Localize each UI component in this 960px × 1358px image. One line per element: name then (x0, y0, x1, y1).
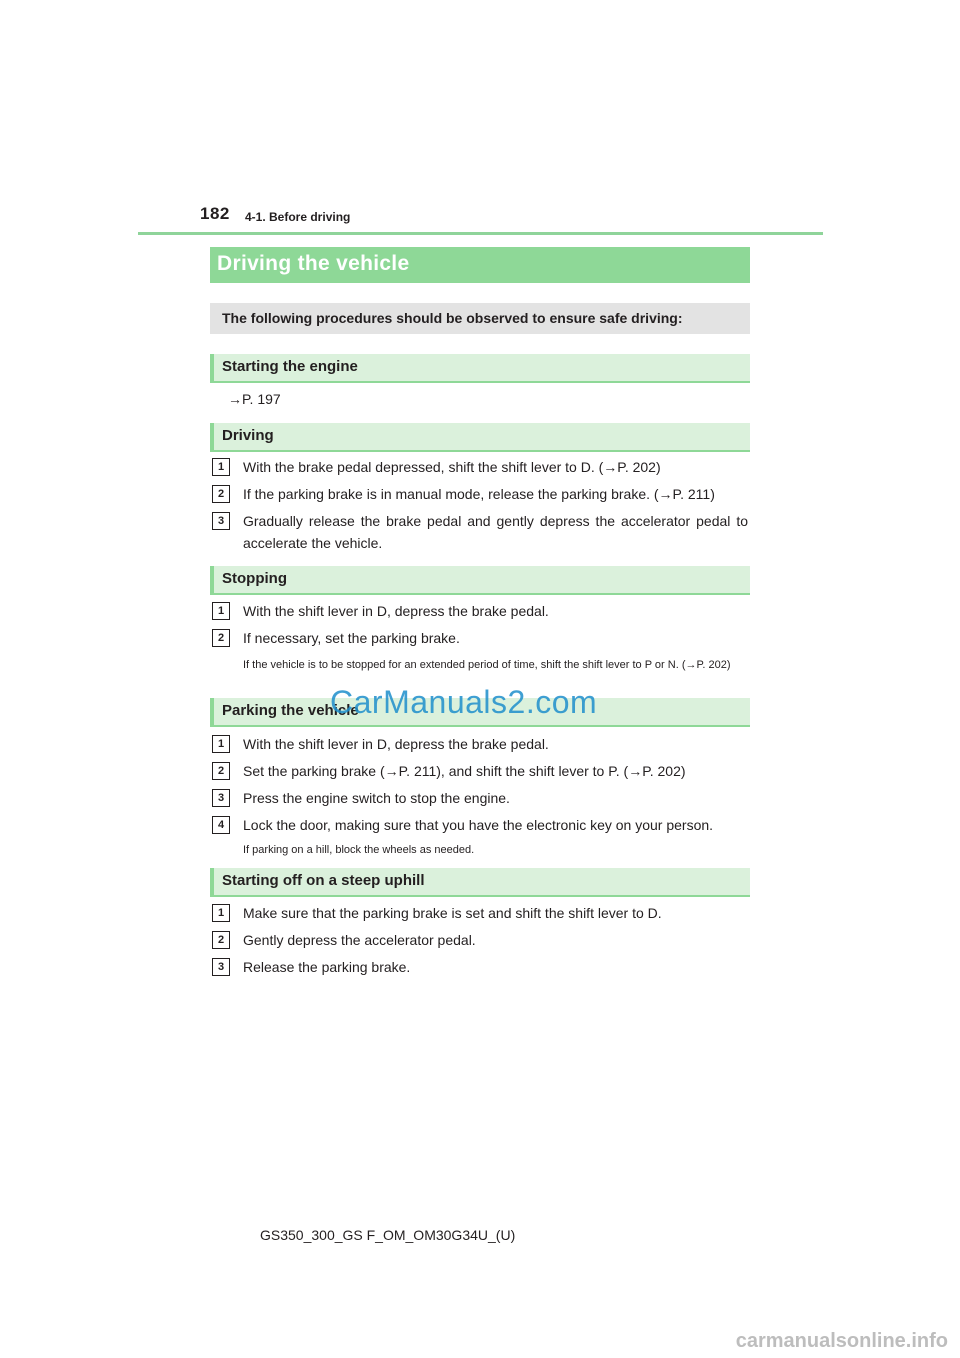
step-number-badge: 1 (212, 458, 230, 476)
page-reference-link[interactable]: →P. 197 (228, 391, 281, 407)
section-heading-stopping (210, 566, 750, 595)
intro-bar (210, 303, 750, 334)
section-heading-label: Parking the vehicle (222, 702, 359, 719)
note-text: If the vehicle is to be stopped for an extended period of time, shift the shift lever to P or N. (→P. 202) (243, 659, 731, 671)
header-rule (138, 232, 823, 235)
step-number-badge: 3 (212, 512, 230, 530)
step-text: Lock the door, making sure that you have the electronic key on your person. (243, 817, 714, 833)
document-code: GS350_300_GS F_OM_OM30G34U_(U) (260, 1227, 516, 1243)
site-watermark: carmanualsonline.info (735, 1330, 948, 1352)
page-title: Driving the vehicle (217, 252, 410, 275)
section-heading-starting-engine (210, 354, 750, 383)
watermark-text: CarManuals2.com (330, 684, 598, 720)
step-number-badge: 2 (212, 931, 230, 949)
step-text: Release the parking brake. (243, 959, 411, 975)
step-number-badge: 2 (212, 629, 230, 647)
step-text: Set the parking brake (→P. 211), and shift the shift lever to P. (→P. 202) (243, 763, 686, 779)
page-title-bar (210, 247, 750, 283)
section-heading-label: Starting the engine (222, 358, 358, 375)
step-number-badge: 2 (212, 485, 230, 503)
step-text: If necessary, set the parking brake. (243, 630, 460, 646)
step-text: Gradually release the brake pedal and gently depress the accelerator pedal to accelerate the vehicle. (243, 513, 748, 551)
step-text: If the parking brake is in manual mode, release the parking brake. (→P. 211) (243, 486, 715, 502)
step-text: Gently depress the accelerator pedal. (243, 932, 476, 948)
step-text: Make sure that the parking brake is set and shift the shift lever to D. (243, 905, 662, 921)
step-text: Press the engine switch to stop the engine. (243, 790, 510, 806)
step-number-badge: 1 (212, 904, 230, 922)
step-number-badge: 3 (212, 789, 230, 807)
step-text: With the shift lever in D, depress the brake pedal. (243, 736, 549, 752)
step-number-badge: 3 (212, 958, 230, 976)
step-number-badge: 2 (212, 762, 230, 780)
page-number: 182 (200, 204, 230, 223)
step-number-badge: 4 (212, 816, 230, 834)
step-text: With the shift lever in D, depress the brake pedal. (243, 603, 549, 619)
section-heading-label: Stopping (222, 570, 287, 587)
section-heading-label: Driving (222, 427, 274, 444)
step-number-badge: 1 (212, 735, 230, 753)
note-text: If parking on a hill, block the wheels as needed. (243, 844, 475, 856)
section-heading-uphill-start (210, 868, 750, 897)
section-heading-driving (210, 423, 750, 452)
step-number-badge: 1 (212, 602, 230, 620)
section-heading-label: Starting off on a steep uphill (222, 872, 425, 889)
step-text: With the brake pedal depressed, shift the shift lever to D. (→P. 202) (243, 459, 661, 475)
intro-text: The following procedures should be observed to ensure safe driving: (222, 310, 683, 326)
running-head: 4-1. Before driving (245, 210, 351, 224)
